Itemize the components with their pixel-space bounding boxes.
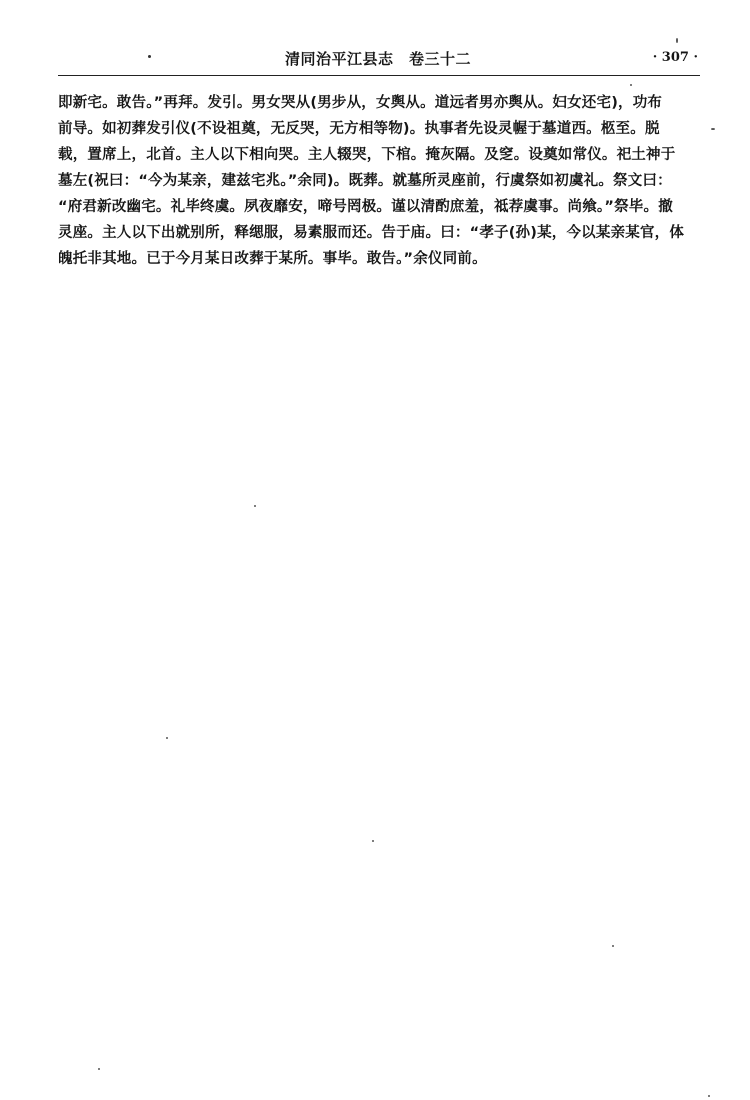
text-line: 载，置席上，北首。主人以下相向哭。主人辍哭，下棺。掩灰隔。及窆。设奠如常仪。祀土神于 bbox=[58, 147, 676, 163]
text-line: 灵座。主人以下出就别所，释缌服，易素服而还。告于庙。曰：“孝子(孙)某，今以某亲某官，体 bbox=[58, 225, 685, 241]
scan-speck bbox=[166, 737, 168, 739]
header-rule bbox=[58, 75, 700, 76]
scan-speck bbox=[676, 38, 678, 43]
header-title: 清同治平江县志 卷三十二 bbox=[284, 50, 471, 68]
page-number: · 307 · bbox=[652, 50, 698, 65]
scan-speck bbox=[372, 840, 374, 842]
scan-speck bbox=[254, 505, 256, 507]
scan-speck bbox=[98, 1068, 100, 1070]
text-line: 墓左(祝曰：“今为某亲，建兹宅兆。”余同)。既葬。就墓所灵座前，行虞祭如初虞礼。祭文曰： bbox=[58, 173, 672, 189]
scan-speck bbox=[630, 84, 632, 86]
scan-speck bbox=[708, 1095, 710, 1097]
text-line: 前导。如初葬发引仪(不设祖奠，无反哭，无方相等物)。执事者先设灵幄于墓道西。柩至。脱 bbox=[58, 121, 660, 137]
scan-speck bbox=[711, 128, 715, 130]
text-line: 即新宅。敢告。”再拜。发引。男女哭从(男步从，女舆从。道远者男亦舆从。妇女还宅)，功布 bbox=[58, 95, 663, 111]
page-header bbox=[58, 46, 698, 74]
scan-speck bbox=[612, 945, 614, 947]
body-text bbox=[58, 90, 696, 272]
text-line: 魄托非其地。已于今月某日改葬于某所。事毕。敢告。”余仪同前。 bbox=[58, 251, 487, 267]
text-line: “府君新改幽宅。礼毕终虞。夙夜靡安，啼号罔极。谨以清酌庶羞，祗荐虞事。尚飨。”祭毕。撤 bbox=[58, 199, 673, 215]
